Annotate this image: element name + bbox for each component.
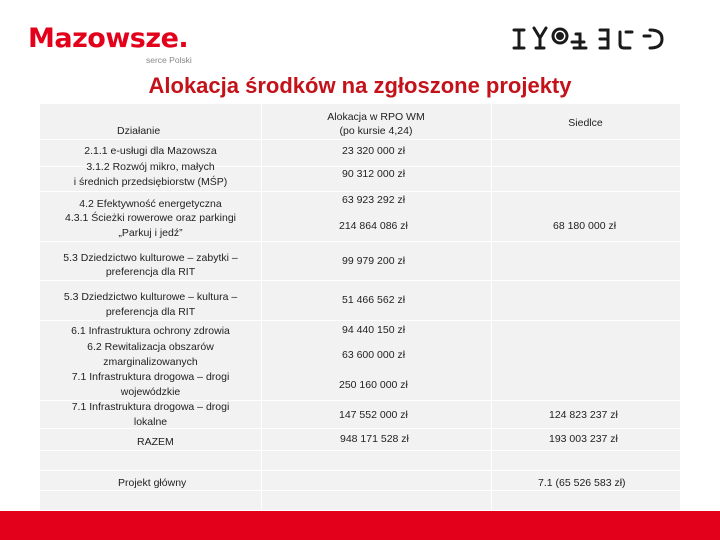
column-header-dzialanie: Działanie (117, 125, 161, 137)
table-row-label: preferencja dla RIT (105, 266, 196, 278)
table-row-label: 7.1 Infrastruktura drogowa – drogi (71, 371, 230, 383)
table-cell-alokacja: 147 552 000 zł (339, 409, 408, 421)
table-row-label: i średnich przedsiębiorstw (MŚP) (73, 176, 228, 188)
logo-subtitle: serce Polski (146, 55, 192, 65)
table-row-label: 5.3 Dziedzictwo kulturowe – zabytki – (63, 252, 238, 264)
mazowsze-logo (28, 23, 192, 65)
table-row-label: 3.1.2 Rozwój mikro, małych (86, 161, 215, 173)
table-row-label-total: RAZEM (137, 436, 174, 448)
table-cell-alokacja: 99 979 200 zł (342, 255, 406, 267)
logo-text: Mazowsze. (28, 23, 189, 54)
table-cell-siedlce: 68 180 000 zł (553, 220, 617, 232)
table-cell-alokacja-total: 948 171 528 zł (340, 433, 409, 445)
figure-icon (620, 32, 632, 48)
table-row-label: 2.1.1 e-usługi dla Mazowsza (84, 145, 217, 157)
table-row-label-projekt: Projekt główny (118, 477, 187, 489)
table-row-label: zmarginalizowanych (103, 356, 198, 368)
allocation-table (40, 104, 680, 510)
table-row-label: „Parkuj i jedź” (118, 227, 183, 239)
table-row-label: 5.3 Dziedzictwo kulturowe – kultura – (63, 291, 238, 303)
table-cell-alokacja: 63 923 292 zł (342, 194, 406, 206)
column-header-alokacja: Alokacja w RPO WM (327, 111, 425, 123)
table-row-label: 4.3.1 Ścieżki rowerowe oraz parkingi (65, 212, 236, 224)
table-cell-siedlce-projekt: 7.1 (65 526 583 zł) (538, 477, 626, 489)
table-cell-alokacja: 51 466 562 zł (342, 294, 406, 306)
table-cell-alokacja: 23 320 000 zł (342, 145, 406, 157)
figure-icon (514, 30, 524, 48)
figures-icon-strip (510, 24, 690, 54)
table-row-label: wojewódzkie (120, 386, 181, 398)
table-row-label: 7.1 Infrastruktura drogowa – drogi (71, 401, 230, 413)
table-row-label: 6.1 Infrastruktura ochrony zdrowia (71, 325, 230, 337)
footer-bar (0, 511, 720, 540)
figure-icon (572, 34, 586, 48)
table-cell-alokacja: 63 600 000 zł (342, 349, 406, 361)
table-cell-alokacja: 250 160 000 zł (339, 379, 408, 391)
figure-icon (600, 30, 608, 48)
table-row-label: 4.2 Efektywność energetyczna (79, 198, 222, 210)
table-row-label: lokalne (133, 416, 168, 428)
table-row-label: 6.2 Rewitalizacja obszarów (87, 341, 214, 353)
column-header-siedlce: Siedlce (568, 117, 603, 129)
table-cell-alokacja: 94 440 150 zł (342, 324, 406, 336)
table-row-label: preferencja dla RIT (105, 306, 196, 318)
table-cell-siedlce: 124 823 237 zł (549, 409, 618, 421)
figure-icon (644, 30, 662, 48)
column-header-alokacja-rate: (po kursie 4,24) (339, 125, 413, 137)
table-cell-siedlce-total: 193 003 237 zł (549, 433, 618, 445)
page-title: Alokacja środków na zgłoszone projekty (148, 73, 572, 98)
figure-icon (534, 28, 546, 48)
table-cell-alokacja: 90 312 000 zł (342, 168, 406, 180)
figure-icon (556, 32, 564, 40)
table-cell-alokacja: 214 864 086 zł (339, 220, 408, 232)
